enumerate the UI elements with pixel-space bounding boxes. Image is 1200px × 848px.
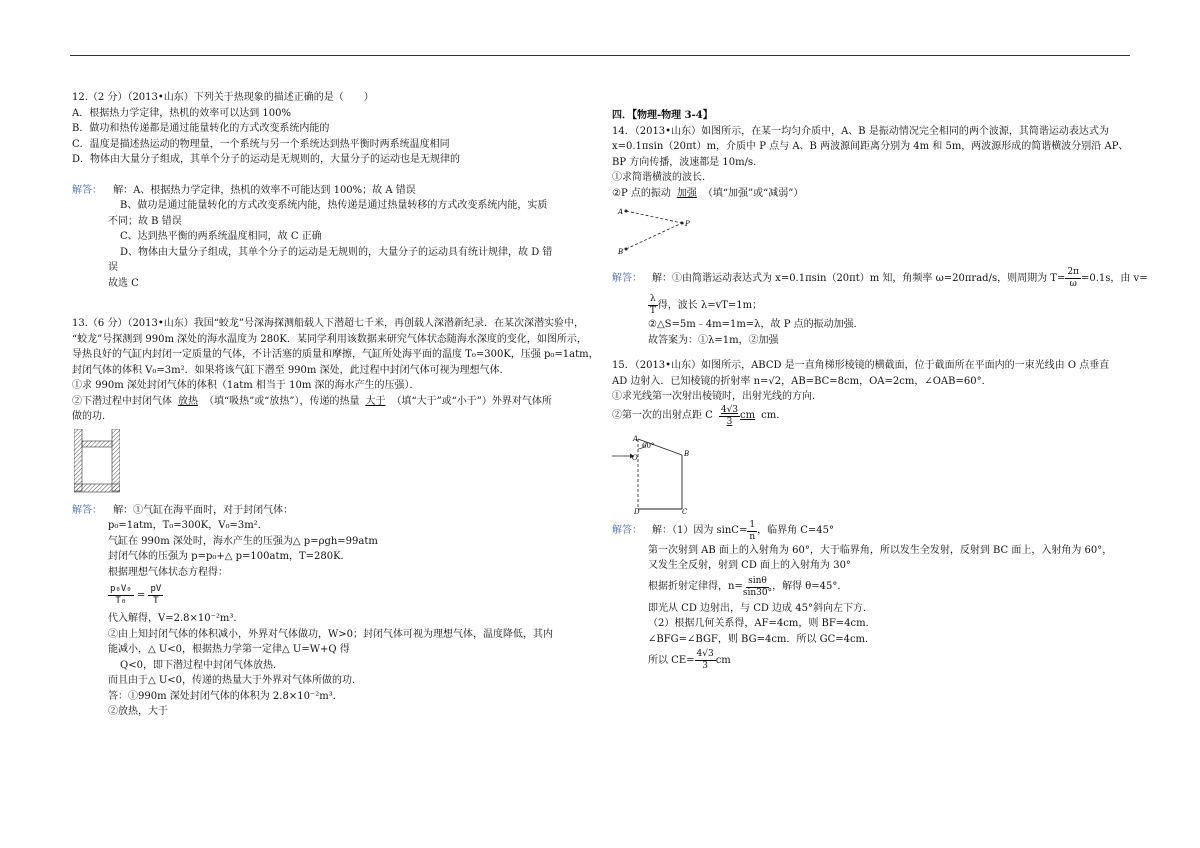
- q15-answer-pre: 解：（1）因为 sinC=: [652, 525, 748, 537]
- wave-source-figure: [616, 205, 1132, 261]
- point-b-label: B: [684, 449, 690, 458]
- question-15: [612, 358, 1132, 672]
- q15-answer-line: [612, 647, 1132, 672]
- frac-den: sin30°: [742, 587, 773, 598]
- question-12: [72, 90, 592, 291]
- q15-fill-pre: ②第一次的出射点距 C: [612, 410, 713, 422]
- q15-stem-line: 15．（2013•山东）如图所示，ABCD 是一直角梯形棱镜的横截面，位于截面所在平面内的一束光线由 O 点垂直: [612, 360, 1110, 371]
- q13-fill-post: （填“大于”或“小于”）外界对气体所: [391, 395, 552, 407]
- q15-answer-pre: 所以 CE=: [648, 654, 695, 666]
- answer-label: 解答：: [72, 184, 102, 196]
- q14-answer-post: 得，波长 λ=vT=1m；: [657, 299, 763, 311]
- q13-answer-line: p₀=1atm，T₀=300K，V₀=3m²．: [108, 520, 268, 531]
- section-heading: 四．【物理-物理 3-4】: [612, 110, 713, 121]
- q13-answer-line: Q<0，即下潜过程中封闭气体放热．: [120, 659, 283, 671]
- point-b-label: B: [618, 248, 624, 256]
- q13-answer-line: 而且由于△ U<0，传递的热量大于外界对气体所做的功．: [108, 675, 363, 686]
- q13-answer-line: 代入解得，V=2.8×10⁻²m³．: [108, 613, 244, 624]
- q13-answer-line: 答：①990m 深处封闭气体的体积为 2.8×10⁻²m³．: [108, 690, 343, 702]
- frac-den: 3: [702, 661, 708, 671]
- cylinder-figure: [74, 429, 592, 493]
- q12-answer-line: C、达到热平衡的两系统温度相同，故 C 正确: [120, 231, 322, 242]
- q13-answer-line: 根据理想气体状态方程得：: [108, 566, 228, 578]
- frac-num: 4√3: [696, 649, 714, 659]
- q12-option-c: C．温度是描述热运动的物理量，一个系统与另一个系统达到热平衡时两系统温度相同: [72, 138, 450, 150]
- q12-answer-line: 解：A、根据热力学定律，热机的效率不可能达到 100%；故 A 错误: [113, 184, 416, 196]
- q15-answer-line: 又发生全反射，射到 CD 面上的入射角为 30°: [648, 560, 851, 571]
- q14-stem-line: ①求简谐横波的波长．: [612, 172, 712, 183]
- q14-stem-line: 14．（2013•山东）如图所示，在某一均匀介质中，A、B 是振动情况完全相同的两个波源，其简谐运动表达式为: [612, 125, 1109, 137]
- q13-fill-end: 做的功．: [72, 411, 112, 422]
- q14-stem-line: BP 方向传播，波速都是 10m/s．: [612, 156, 764, 168]
- q12-answer-line: D、物体由大量分子组成，其单个分子的运动是无规则的，大量分子的运动具有统计规律，故 D 错: [120, 246, 553, 258]
- q13-answer-line: 封闭气体的压强为 p=p₀+△ p=100atm，T=280K．: [108, 551, 351, 562]
- frac-num: λ: [650, 294, 656, 304]
- right-column: [612, 108, 1148, 672]
- frac-num: sinθ: [748, 575, 767, 586]
- q13-stem-line: ①求 990m 深处封闭气体的体积（1atm 相当于 10m 深的海水产生的压强）．: [72, 380, 420, 391]
- frac-num: 2π: [1067, 267, 1079, 277]
- q15-fill-line: [612, 405, 1132, 428]
- point-a-label: A: [633, 434, 639, 443]
- q14-answer-line2: [612, 290, 1132, 317]
- prism-figure: [612, 434, 1132, 514]
- q15-stem-line: AD 边射入．已知棱镜的折射率 n=√2，AB=BC=8cm，OA=2cm，∠OAB=60°．: [612, 375, 992, 387]
- q15-fill-post: cm．: [761, 410, 787, 422]
- q12-answer-line: 不同；故 B 错误: [108, 215, 182, 227]
- frac-den: T: [649, 306, 656, 316]
- q13-stem-line: “蛟龙”号探测到 990m 深处的海水温度为 280K．某同学利用该数据来研究气体状态随海水深度的变化，如图所示，: [72, 333, 587, 345]
- q12-answer-line: B、做功是通过能量转化的方式改变系统内能，热传递是通过热量转移的方式改变系统内能，实质: [120, 200, 548, 211]
- q14-answer-line: ②△S=5m﹣4m=1m=λ，故 P 点的振动加强．: [648, 319, 864, 330]
- point-a-label: A: [618, 208, 624, 216]
- q12-answer-line: 误: [108, 262, 118, 273]
- q15-answer-line: [612, 574, 1132, 601]
- q15-answer-line: ∠BFG=∠BGF，则 BG=4cm．所以 GC=4cm．: [648, 633, 876, 645]
- q13-stem-line: 导热良好的气缸内封闭一定质量的气体，不计活塞的质量和摩擦，气缸所处海平面的温度 T₀=300K，压强 p₀=1atm，: [72, 349, 599, 360]
- q13-answer: [72, 503, 592, 519]
- q13-blank-2: 大于: [365, 395, 386, 407]
- q14-fill-pre: ②P 点的振动: [612, 187, 671, 199]
- eq-denominator-2: T: [153, 596, 159, 606]
- question-14: [612, 124, 1148, 349]
- frac-den: n: [749, 531, 756, 542]
- frac-num: 4√3: [720, 404, 739, 415]
- q12-option-a: A．根据热力学定律，热机的效率可以达到 100%: [72, 107, 291, 119]
- q15-answer-post: ，解得 θ=45°．: [772, 581, 848, 593]
- point-c-label: C: [682, 507, 688, 514]
- frac-den: ω: [1069, 279, 1077, 289]
- blank-unit: cm: [740, 410, 756, 422]
- left-column: [72, 90, 599, 720]
- q14-answer: [612, 267, 1148, 290]
- q13-answer-line: 能减小，△ U<0，根据热力学第一定律△ U=W+Q 得: [108, 644, 350, 655]
- point-p-label: P: [685, 220, 690, 228]
- header-rule: [70, 55, 1130, 56]
- q14-stem-line: x=0.1πsin（20πt）m，介质中 P 点与 A、B 两波源间距离分别为 4m 和 5m，两波源形成的简谐横波分别沿 AP、: [612, 141, 1129, 152]
- q13-fill-line: [72, 394, 592, 410]
- q12-answer: [72, 183, 592, 199]
- q12-stem: 12.（2 分）（2013•山东）下列关于热现象的描述正确的是（ ）: [72, 92, 374, 103]
- q14-answer-pre: 解：①由简谐运动表达式为 x=0.1πsin（20πt）m 知，角频率 ω=20πrad/s，则周期为 T=: [652, 272, 1066, 284]
- q13-stem-line: 13.（6 分）（2013•山东）我国“蛟龙”号深海探测船载人下潜超七千米，再创载人深潜新纪录．在某次深潜实验中，: [72, 318, 585, 329]
- q13-stem-line: 封闭气体的体积 V₀=3m²．如果将该气缸下潜至 990m 深处，此过程中封闭气体可视为理想气体．: [72, 364, 510, 376]
- eq-numerator: p₀V₀: [110, 584, 132, 594]
- q13-blank-1: 放热: [178, 395, 198, 407]
- q15-answer-line: （2）根据几何关系得，AF=4cm，则 BF=4cm．: [648, 618, 876, 629]
- eq-numerator-2: pV: [150, 584, 162, 594]
- q12-answer-line: 故选 C: [108, 277, 139, 289]
- q15-answer-post: cm: [715, 654, 731, 666]
- q15-answer-line: 即光从 CD 边射出，与 CD 边成 45°斜向左下方．: [648, 602, 873, 614]
- angle-label: 60°: [642, 441, 655, 450]
- q15-stem-line: ①求光线第一次射出棱镜时，出射光线的方向．: [612, 391, 822, 402]
- q12-option-d: D．物体由大量分子组成，其单个分子的运动是无规则的，大量分子的运动也是无规律的: [72, 154, 461, 165]
- q13-answer-line: 气缸在 990m 深处时，海水产生的压强为△ p=ρgh=99atm: [108, 535, 378, 547]
- q14-answer-line: 故答案为：①λ=1m，②加强: [648, 334, 779, 346]
- q13-state-equation: $\frac{\text{p₀V₀}}{\text{T₀}}$ = $\frac{pV}{T}$: [110, 584, 162, 606]
- point-o-label: O: [632, 453, 638, 462]
- q15-answer-pre: 根据折射定律得，n=: [648, 581, 743, 593]
- q13-answer-line: 解：①气缸在海平面时，对于封闭气体：: [113, 504, 294, 516]
- frac-den: 3: [726, 416, 733, 427]
- q14-answer-post: =0.1s，由 v=: [1080, 272, 1148, 284]
- q15-answer-line: 第一次射到 AB 面上的入射角为 60°，大于临界角，所以发生全发射，反射到 BC 面上，入射角为 60°，: [648, 544, 1113, 556]
- answer-label: 解答：: [72, 504, 102, 516]
- answer-label: 解答：: [612, 525, 642, 537]
- q14-fill-line: [612, 186, 1132, 202]
- q13-fill-pre: ②下潜过程中封闭气体: [72, 395, 172, 407]
- q13-answer-line: ②由上知封闭气体的体积减小，外界对气体做功，W>0；封闭气体可视为理想气体，温度降低，其内: [108, 628, 554, 640]
- frac-num: 1: [749, 519, 756, 530]
- q14-fill-post: （填“加强”或“减弱”）: [702, 187, 804, 199]
- q15-blank: [713, 405, 761, 428]
- answer-label: 解答：: [612, 272, 642, 284]
- q13-fill-mid: （填“吸热”或“放热”），传递的热量: [204, 395, 360, 407]
- point-d-label: D: [634, 507, 640, 514]
- q13-answer-line: ②放热，大于: [108, 706, 168, 717]
- eq-denominator: T₀: [115, 596, 127, 606]
- q12-option-b: B．做功和热传递都是通过能量转化的方式改变系统内能的: [72, 123, 330, 134]
- q15-answer: [612, 520, 1132, 543]
- q15-answer-post: ，临界角 C=45°: [757, 525, 835, 537]
- question-13: [72, 316, 599, 720]
- q14-blank: 加强: [676, 187, 697, 199]
